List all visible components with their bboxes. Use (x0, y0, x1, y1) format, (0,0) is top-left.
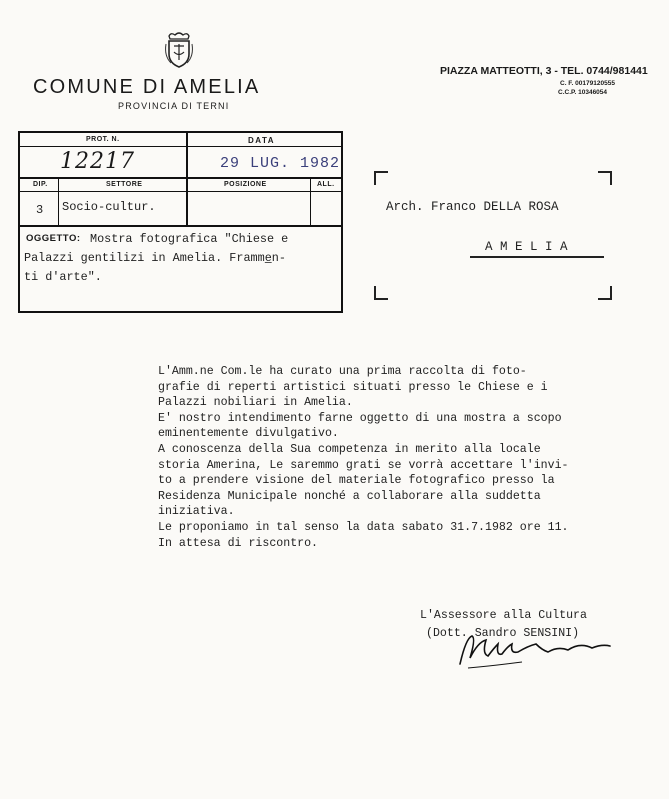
all-label: ALL. (317, 181, 335, 188)
fiscal-code: C. F. 00179120555 (560, 80, 615, 87)
letter-body (158, 364, 658, 551)
address-corner-mark (598, 171, 612, 185)
handwritten-signature (432, 628, 622, 670)
body-line: storia Amerina, Le saremmo grati se vorrà accettare l'invi- (158, 458, 569, 472)
postal-account: C.C.P. 10346054 (558, 89, 608, 96)
dip-value: 3 (36, 203, 44, 217)
body-line: iniziativa. (158, 505, 235, 519)
oggetto-line: ti d'arte". (24, 270, 102, 284)
recipient-name: Arch. Franco DELLA ROSA (386, 200, 559, 214)
data-label: DATA (248, 136, 276, 145)
municipality-title: COMUNE DI AMELIA (33, 76, 261, 98)
body-line: Residenza Municipale nonché a collaborare alla suddetta (158, 489, 541, 503)
oggetto-line: Palazzi gentilizi in Amelia. Framme̲n- (24, 251, 286, 265)
protocol-number: 12217 (60, 149, 135, 174)
coat-of-arms-icon (163, 30, 195, 70)
body-line: A conoscenza della Sua competenza in merito alla locale (158, 442, 541, 456)
body-line: L'Amm.ne Com.le ha curato una prima raccolta di foto- (158, 365, 527, 378)
body-line: Le proponiamo in tal senso la data sabato 31.7.1982 ore 11. (158, 520, 569, 534)
body-line: Palazzi nobiliari in Amelia. (158, 396, 353, 410)
city-underline (470, 256, 604, 258)
settore-label: SETTORE (106, 181, 143, 188)
address-line: PIAZZA MATTEOTTI, 3 - TEL. 0744/981441 (440, 65, 648, 77)
signature-name: (Dott. Sandro SENSINI) (426, 627, 580, 640)
body-line: grafie di reperti artistici situati presso le Chiese e i (158, 380, 548, 394)
signature-role: L'Assessore alla Cultura (420, 609, 587, 622)
recipient-city: A M E L I A (485, 240, 568, 254)
body-line: to a prendere visione del materiale fotografico presso la (158, 474, 555, 488)
address-corner-mark (598, 286, 612, 300)
dip-label: DIP. (33, 181, 48, 188)
posizione-label: POSIZIONE (224, 181, 267, 188)
address-corner-mark (374, 171, 388, 185)
province-subtitle: PROVINCIA DI TERNI (118, 101, 230, 111)
settore-value: Socio-cultur. (62, 200, 156, 214)
body-line: eminentemente divulgativo. (158, 427, 339, 441)
oggetto-label: OGGETTO: (26, 233, 81, 244)
protocol-box (18, 131, 343, 313)
address-corner-mark (374, 286, 388, 300)
date-stamp: 29 LUG. 1982 (220, 155, 341, 172)
body-line: E' nostro intendimento farne oggetto di una mostra a scopo (158, 411, 562, 425)
body-line: In attesa di riscontro. (158, 536, 319, 550)
oggetto-line: Mostra fotografica "Chiese e (90, 232, 289, 246)
prot-label: PROT. N. (86, 136, 120, 143)
